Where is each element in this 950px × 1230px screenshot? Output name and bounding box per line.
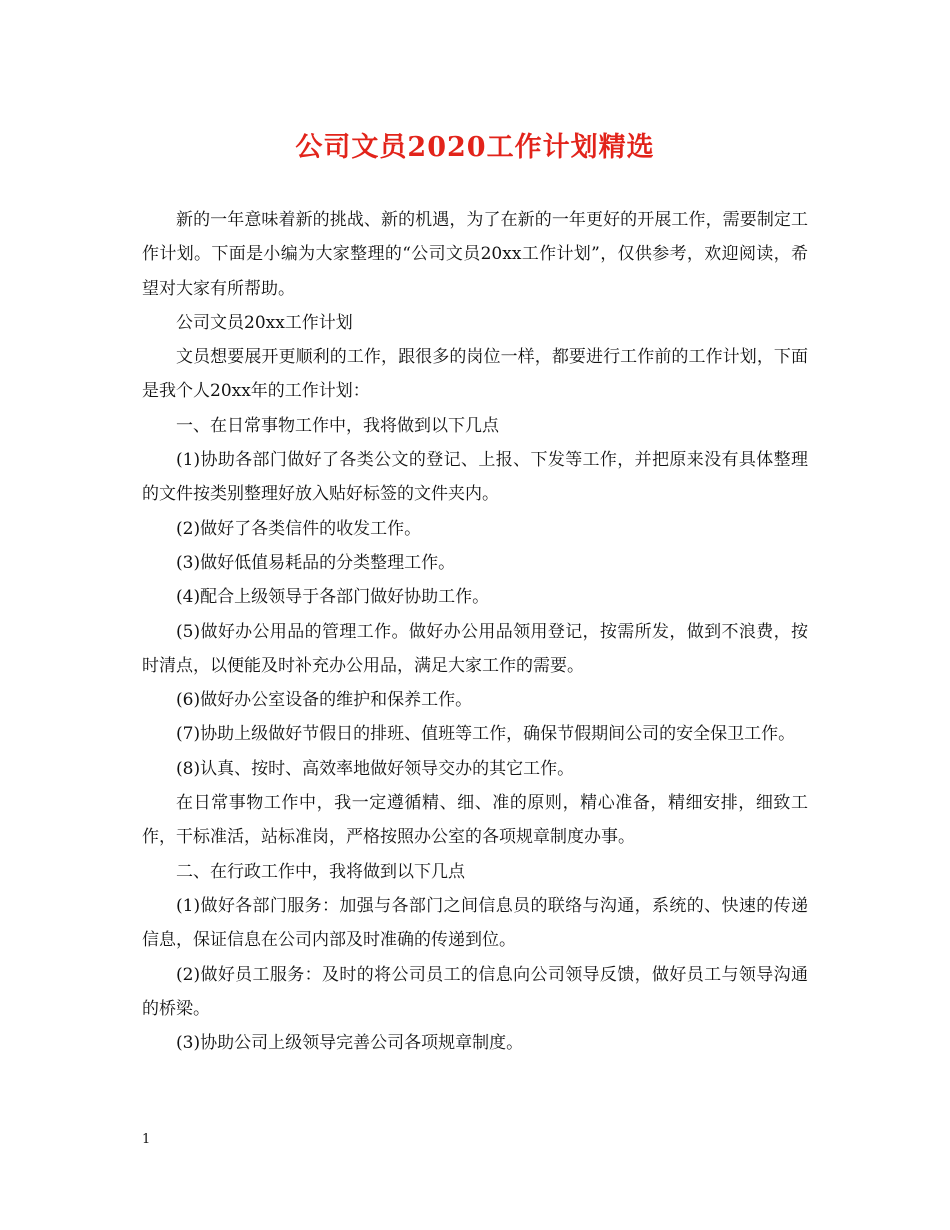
list-item-admin-3: (3)协助公司上级领导完善公司各项规章制度。 <box>176 1033 524 1054</box>
list-item-daily-6: (6)做好办公室设备的维护和保养工作。 <box>176 690 473 711</box>
document-title: 公司文员2020工作计划精选 <box>295 132 655 163</box>
section-heading-daily: 一、在日常事物工作中，我将做到以下几点 <box>176 415 499 436</box>
list-item-daily-7: (7)协助上级做好节假日的排班、值班等工作，确保节假期间公司的安全保卫工作。 <box>176 724 796 745</box>
paragraph-intro: 新的一年意味着新的挑战、新的机遇，为了在新的一年更好的开展工作，需要制定工作计划。下面是小编为大家整理的“公司文员20xx工作计划”，仅供参考，欢迎阅读，希望对大家有所帮助。 <box>142 210 808 299</box>
paragraph-subtitle: 公司文员20xx工作计划 <box>176 312 353 333</box>
list-item-daily-1: (1)协助各部门做好了各类公文的登记、上报、下发等工作，并把原来没有具体整理的文件按类别整理好放入贴好标签的文件夹内。 <box>142 450 808 505</box>
list-item-admin-2: (2)做好员工服务：及时的将公司员工的信息向公司领导反馈，做好员工与领导沟通的桥梁。 <box>142 964 808 1019</box>
list-item-daily-2: (2)做好了各类信件的收发工作。 <box>176 518 422 539</box>
list-item-daily-8: (8)认真、按时、高效率地做好领导交办的其它工作。 <box>176 758 575 779</box>
section-heading-admin: 二、在行政工作中，我将做到以下几点 <box>176 861 465 882</box>
list-item-admin-1: (1)做好各部门服务：加强与各部门之间信息员的联络与沟通，系统的、快速的传递信息，保证信息在公司内部及时准确的传递到位。 <box>142 895 808 951</box>
list-item-daily-3: (3)做好低值易耗品的分类整理工作。 <box>176 552 456 573</box>
list-item-daily-5: (5)做好办公用品的管理工作。做好办公用品领用登记，按需所发，做到不浪费，按时清点，以便能及时补充办公用品，满足大家工作的需要。 <box>142 621 808 676</box>
paragraph-preface: 文员想要展开更顺利的工作，跟很多的岗位一样，都要进行工作前的工作计划，下面是我个人20xx年的工作计划： <box>142 347 808 402</box>
page-number: 1 <box>142 1132 151 1147</box>
paragraph-daily-summary: 在日常事物工作中，我一定遵循精、细、准的原则，精心准备，精细安排，细致工作，干标准活，站标准岗，严格按照办公室的各项规章制度办事。 <box>142 793 808 848</box>
document-body <box>142 203 808 1060</box>
list-item-daily-4: (4)配合上级领导于各部门做好协助工作。 <box>176 587 490 608</box>
